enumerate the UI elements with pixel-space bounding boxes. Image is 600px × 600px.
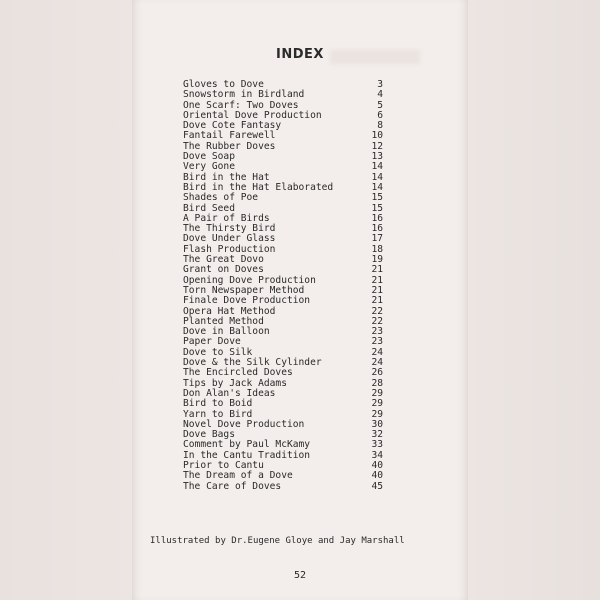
index-entry-page: 26	[371, 367, 383, 379]
index-entry-page: 5	[377, 99, 383, 111]
index-entry-title: Don Alan's Ideas	[183, 387, 276, 399]
index-entry-page: 8	[377, 120, 383, 132]
index-entry-title: Flash Production	[183, 243, 276, 255]
index-entry-page: 10	[371, 130, 383, 142]
index-entry-page: 21	[371, 295, 383, 307]
index-entry-page: 21	[371, 274, 383, 286]
index-heading: INDEX	[276, 47, 324, 62]
index-entry-title: Comment by Paul McKamy	[183, 439, 311, 451]
index-entry-title: Dove Under Glass	[183, 233, 276, 245]
index-entry-page: 18	[371, 243, 383, 255]
index-entry	[183, 399, 383, 409]
index-entry-title: Dove Bags	[183, 429, 235, 441]
index-entry	[183, 296, 383, 306]
index-entry-page: 40	[371, 459, 383, 471]
index-entry-page: 3	[377, 79, 383, 90]
index-entry-page: 17	[371, 233, 383, 245]
index-entry-page: 13	[371, 151, 383, 163]
index-entry-page: 40	[371, 470, 383, 482]
index-entry-title: Bird Seed	[183, 202, 235, 214]
index-entry-page: 21	[371, 284, 383, 296]
index-entry-page: 4	[377, 89, 383, 101]
index-entry-title: Opera Hat Method	[183, 305, 276, 317]
index-entry-page: 16	[371, 223, 383, 235]
index-entry-title: Planted Method	[183, 315, 264, 327]
index-entry-title: Bird in the Hat Elaborated	[183, 181, 334, 193]
page-number: 52	[293, 570, 307, 581]
index-entry-title: Paper Dove	[183, 336, 241, 348]
index-entry-page: 15	[371, 192, 383, 204]
index-entry-title: Opening Dove Production	[183, 274, 316, 286]
index-entry-title: The Thirsty Bird	[183, 223, 276, 235]
index-entry-title: Torn Newspaper Method	[183, 284, 305, 296]
facing-page-left-edge	[0, 0, 132, 600]
index-entry-page: 24	[371, 357, 383, 369]
index-entry-title: Fantail Farewell	[183, 130, 276, 142]
index-entry-title: Gloves to Dove	[183, 79, 264, 90]
index-entry-title: Finale Dove Production	[183, 295, 311, 307]
index-entry-page: 22	[371, 315, 383, 327]
illustration-credit: Illustrated by Dr.Eugene Gloye and Jay Marshall	[150, 536, 405, 546]
index-entry-title: The Great Dovo	[183, 254, 264, 266]
index-entry	[183, 482, 383, 492]
index-entry-page: 6	[377, 109, 383, 121]
index-entry-page: 29	[371, 387, 383, 399]
index-entry-page: 24	[371, 346, 383, 358]
index-entry-title: One Scarf: Two Doves	[183, 99, 299, 111]
index-entry-page: 14	[371, 171, 383, 183]
index-entry-title: Dove Cote Fantasy	[183, 120, 282, 132]
index-entry-title: Dove Soap	[183, 151, 235, 163]
index-entry-title: A Pair of Birds	[183, 212, 270, 224]
index-entry-title: Oriental Dove Production	[183, 109, 322, 121]
index-entry-title: The Encircled Doves	[183, 367, 293, 379]
index-entry-page: 32	[371, 429, 383, 441]
index-entry-page: 30	[371, 418, 383, 430]
index-entry-title: Dove in Balloon	[183, 326, 270, 338]
index-entry-title: In the Cantu Tradition	[183, 449, 311, 461]
index-entry-page: 15	[371, 202, 383, 214]
index-entry-title: Bird in the Hat	[183, 171, 270, 183]
index-entry-page: 21	[371, 264, 383, 276]
index-entry-title: Novel Dove Production	[183, 418, 305, 430]
index-entry-title: Grant on Doves	[183, 264, 264, 276]
index-entry-title: Tips by Jack Adams	[183, 377, 287, 389]
index-entry-title: Prior to Cantu	[183, 459, 264, 471]
index-entry-page: 29	[371, 398, 383, 410]
index-entry-title: Dove to Silk	[183, 346, 253, 358]
index-entry-title: Dove & the Silk Cylinder	[183, 357, 322, 369]
index-entry-page: 23	[371, 326, 383, 338]
index-entry-page: 45	[371, 480, 383, 492]
index-entry-page: 28	[371, 377, 383, 389]
index-entry-page: 16	[371, 212, 383, 224]
index-entry-page: 34	[371, 449, 383, 461]
index-entry-title: The Care of Doves	[183, 480, 282, 492]
index-entry-page: 14	[371, 181, 383, 193]
index-list	[183, 80, 383, 492]
index-entry-title: Bird to Boid	[183, 398, 253, 410]
index-entry-page: 12	[371, 140, 383, 152]
index-entry-page: 14	[371, 161, 383, 173]
index-entry-page: 33	[371, 439, 383, 451]
index-entry-title: The Rubber Doves	[183, 140, 276, 152]
index-entry-title: Shades of Poe	[183, 192, 259, 204]
index-entry-page: 23	[371, 336, 383, 348]
index-entry-title: Very Gone	[183, 161, 235, 173]
index-entry-title: Snowstorm in Birdland	[183, 89, 305, 101]
index-entry-page: 19	[371, 254, 383, 266]
index-entry-page: 22	[371, 305, 383, 317]
index-entry-title: The Dream of a Dove	[183, 470, 293, 482]
index-entry-title: Yarn to Bird	[183, 408, 253, 420]
facing-page-right-edge	[468, 0, 600, 600]
index-entry-page: 29	[371, 408, 383, 420]
